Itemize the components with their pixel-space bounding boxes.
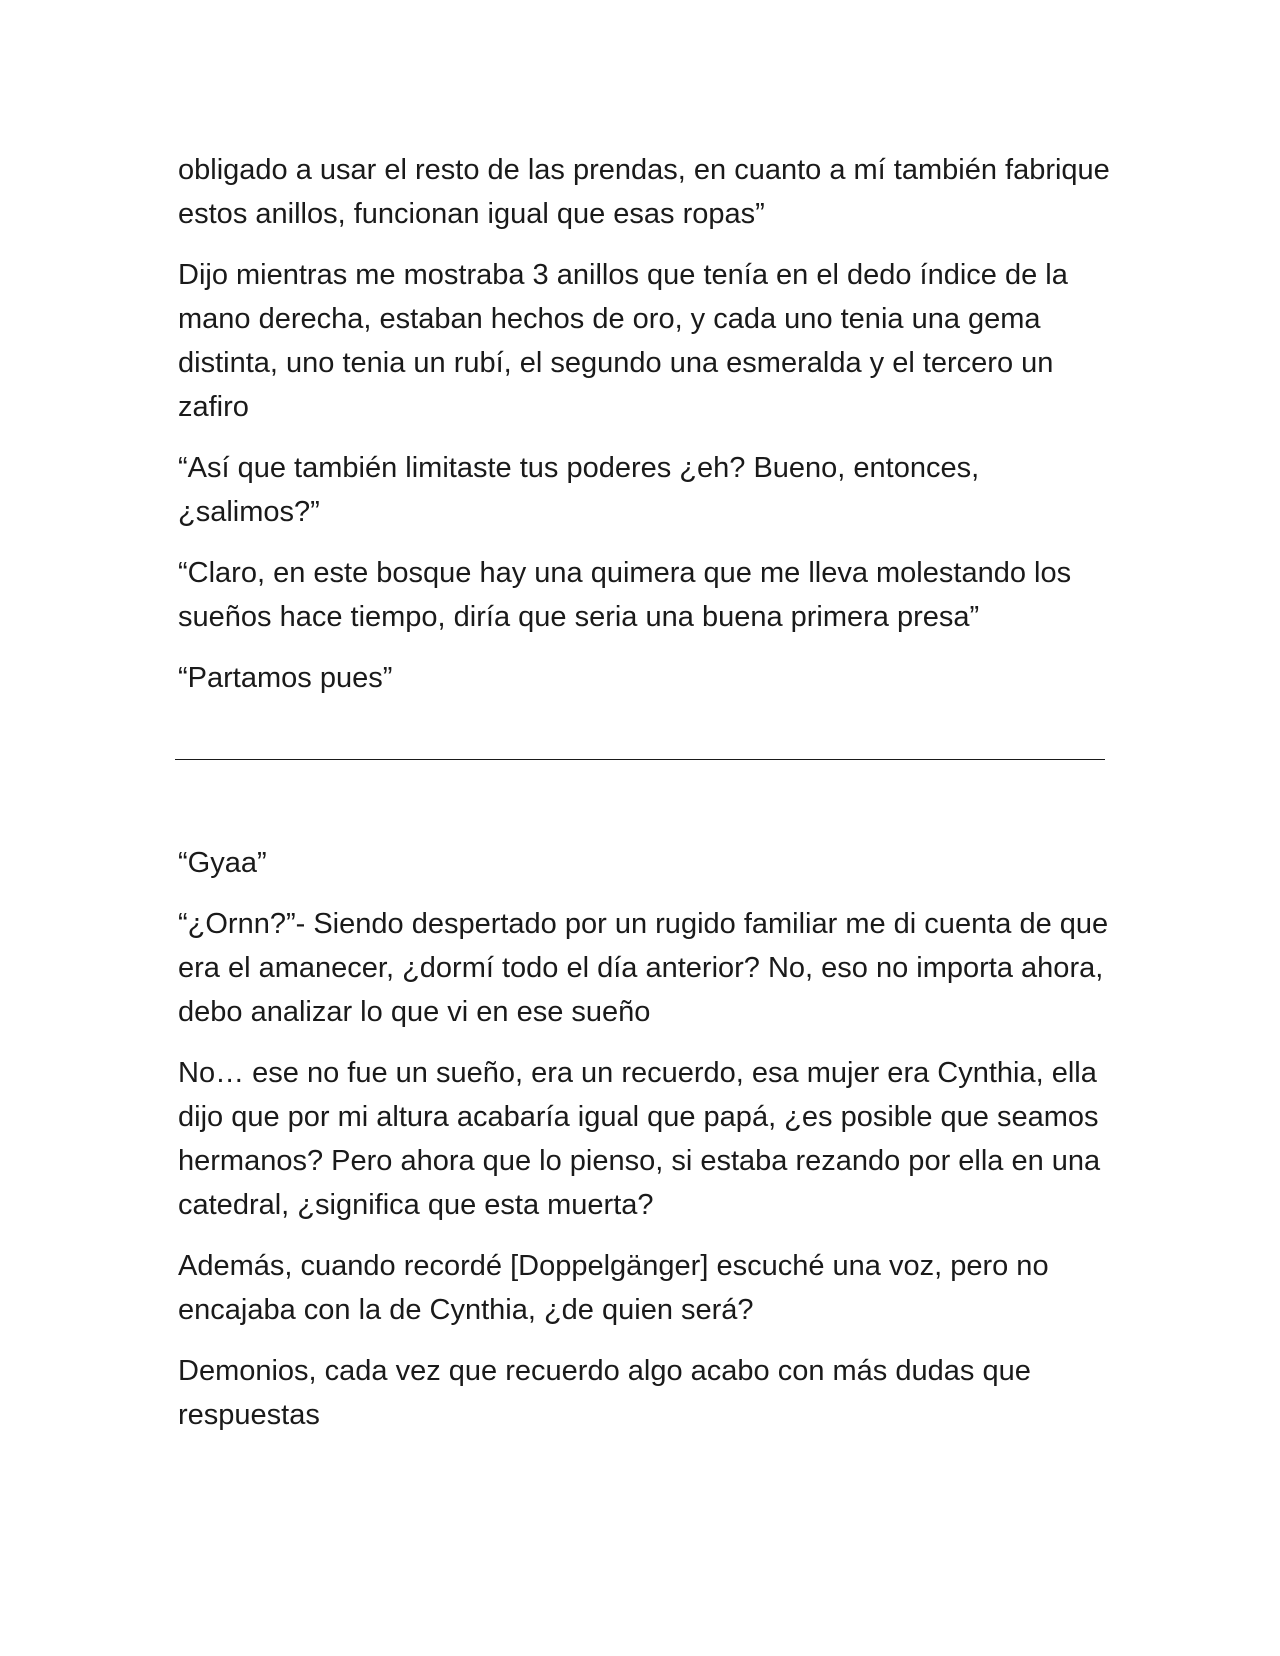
paragraph: No… ese no fue un sueño, era un recuerdo, esa mujer era Cynthia, ella dijo que por mi altura acabaría igual que papá, ¿es posible que seamos hermanos? Pero ahora que lo pienso, si estaba rezando por ella en una catedral, ¿significa que esta muerta? <box>178 1057 1101 1221</box>
paragraph: Demonios, cada vez que recuerdo algo acabo con más dudas que respuestas <box>178 1355 1031 1431</box>
section-divider <box>175 759 1105 760</box>
paragraph: “Gyaa” <box>178 847 267 879</box>
paragraph: “Partamos pues” <box>178 662 393 694</box>
paragraph: “Así que también limitaste tus poderes ¿eh? Bueno, entonces, ¿salimos?” <box>178 452 980 528</box>
paragraph: Además, cuando recordé [Doppelgänger] escuché una voz, pero no encajaba con la de Cynthia, ¿de quien será? <box>178 1250 1049 1326</box>
paragraph: “¿Ornn?”- Siendo despertado por un rugido familiar me di cuenta de que era el amanecer, ¿dormí todo el día anterior? No, eso no importa ahora, debo analizar lo que vi en ese sueño <box>178 908 1109 1028</box>
document-section-2 <box>178 841 1118 1454</box>
document-section-1 <box>178 148 1118 717</box>
paragraph: “Claro, en este bosque hay una quimera que me lleva molestando los sueños hace tiempo, diría que seria una buena primera presa” <box>178 557 1072 633</box>
paragraph: Dijo mientras me mostraba 3 anillos que tenía en el dedo índice de la mano derecha, estaban hechos de oro, y cada uno tenia una gema distinta, uno tenia un rubí, el segundo una esmeralda y el tercero un zafiro <box>178 259 1068 423</box>
paragraph: obligado a usar el resto de las prendas, en cuanto a mí también fabrique estos anillos, funcionan igual que esas ropas” <box>178 154 1110 230</box>
